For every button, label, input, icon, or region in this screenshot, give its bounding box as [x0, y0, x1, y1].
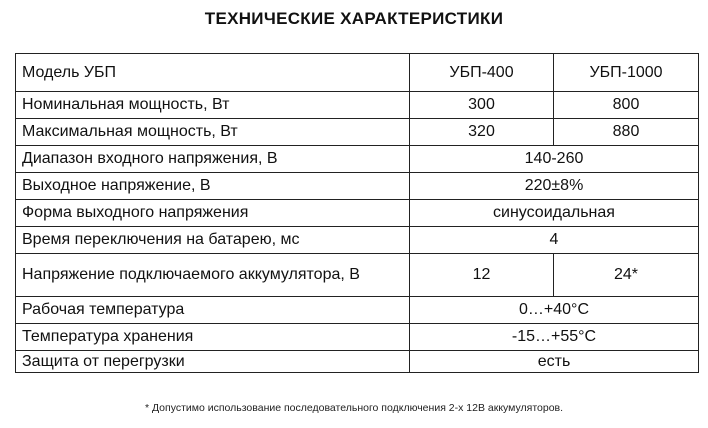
row-value-ubp400: 12 — [410, 254, 554, 297]
row-label: Номинальная мощность, Вт — [16, 92, 410, 119]
table-row — [16, 146, 699, 173]
table-row — [16, 297, 699, 324]
row-value-shared: 140-260 — [410, 146, 699, 173]
row-label: Максимальная мощность, Вт — [16, 119, 410, 146]
row-value-ubp400: 320 — [410, 119, 554, 146]
row-value-ubp400: 300 — [410, 92, 554, 119]
row-value-ubp1000: 880 — [554, 119, 699, 146]
row-value-shared: 4 — [410, 227, 699, 254]
table-row — [16, 92, 699, 119]
table-header-row — [16, 54, 699, 92]
header-model-ubp400: УБП-400 — [410, 54, 554, 92]
page-title: ТЕХНИЧЕСКИЕ ХАРАКТЕРИСТИКИ — [204, 9, 504, 28]
table-row — [16, 254, 699, 297]
row-label: Напряжение подключаемого аккумулятора, В — [16, 254, 410, 297]
row-label: Время переключения на батарею, мс — [16, 227, 410, 254]
row-label: Рабочая температура — [16, 297, 410, 324]
row-value-ubp1000: 24* — [554, 254, 699, 297]
row-label: Форма выходного напряжения — [16, 200, 410, 227]
row-value-ubp1000: 800 — [554, 92, 699, 119]
row-value-shared: -15…+55°С — [410, 324, 699, 351]
row-value-shared: 0…+40°С — [410, 297, 699, 324]
table-row — [16, 200, 699, 227]
table-row — [16, 173, 699, 200]
row-value-shared: синусоидальная — [410, 200, 699, 227]
row-label: Выходное напряжение, В — [16, 173, 410, 200]
row-label: Температура хранения — [16, 324, 410, 351]
row-label: Защита от перегрузки — [16, 351, 410, 373]
row-value-shared: есть — [410, 351, 699, 373]
specifications-table — [15, 53, 699, 373]
footnote: * Допустимо использование последовательного подключения 2-х 12В аккумуляторов. — [144, 402, 564, 414]
row-label: Диапазон входного напряжения, В — [16, 146, 410, 173]
header-model-ubp1000: УБП-1000 — [554, 54, 699, 92]
header-model-label: Модель УБП — [16, 54, 410, 92]
row-value-shared: 220±8% — [410, 173, 699, 200]
table-row — [16, 119, 699, 146]
table-row — [16, 227, 699, 254]
table-row — [16, 351, 699, 373]
table-row — [16, 324, 699, 351]
